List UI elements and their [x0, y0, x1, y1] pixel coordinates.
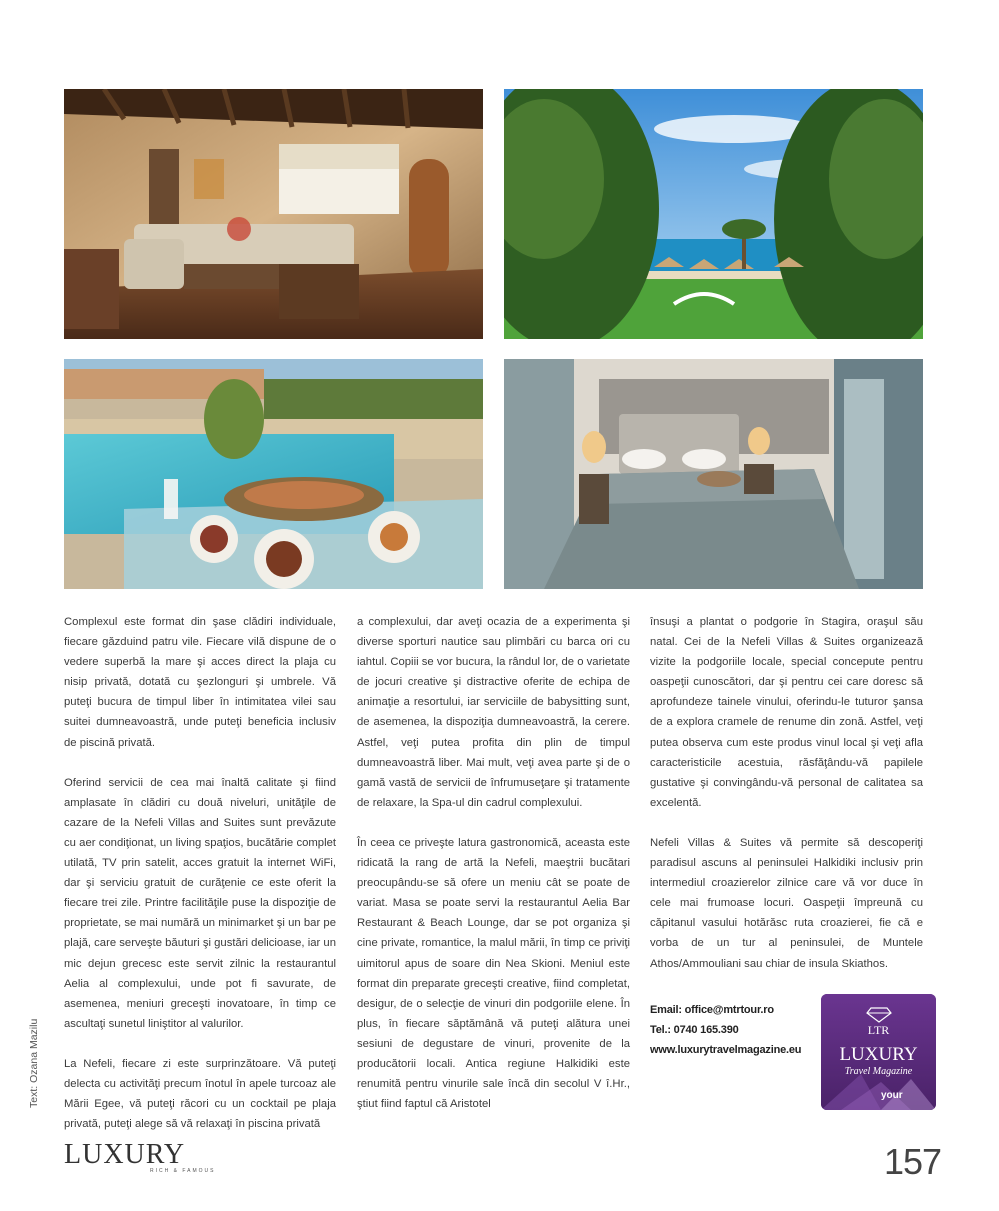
page-number: 157: [884, 1141, 942, 1182]
contact-phone: Tel.: 0740 165.390: [650, 1024, 739, 1036]
paragraph: La Nefeli, fiecare zi este surprinzătoare. Vă puteţi delecta cu activităţi precum înotul în apele turcoaz ale Mării Egee, vă puteţi răcori cu un cocktail pe plaja privată, puteţi alege să vă relaxaţi în piscina privată: [64, 1057, 336, 1131]
paragraph: a complexului, dar aveţi ocazia de a experimenta şi diverse sporturi nautice sau plimbări cu barca ori cu iahtul. Copiii se vor bucura, la rândul lor, de o varietate de jocuri creative şi distractive oferite de echipa de animaţie a resortului, iar serviciile de babysitting sunt, de asemenea, la dispoziţia dumneavoastră, la cerere. Astfel, veţi putea profita din plin de timpul dumneavoastră liber. Mai mult, veţi avea parte şi de o gamă vastă de servicii de înfrumuseţare şi tratamente de relaxare, la Spa-ul din cadrul complexului.: [357, 616, 630, 809]
paragraph: În ceea ce priveşte latura gastronomică, aceasta este ridicată la rang de artă la Nefeli, maeştrii bucătari preocupându-se să ofere un meniu cât se poate de variat. Masa se poate servi la restaurantul Aelia Bar Restaurant & Beach Lounge, dar se pot organiza şi cine private, romantice, la malul mării, în timp ce priviţi uimitorul apus de soare din Nea Skioni. Meniul este format din preparate greceşti creative, fiind completat, desigur, de o selecţie de vinuri din podgoriile elene. În plus, în fiecare săptămână vă puteţi alătura unei sesiuni de degustare de vinuri, provenite de la producătorii locali. Antica regiune Halkidiki este renumită pentru vinurile sale încă din secolul V î.Hr., ştiut fiind faptul că Aristotel: [357, 836, 630, 1111]
logo-tagline: RICH & FAMOUS: [150, 1168, 216, 1174]
badge-subtitle: Travel Magazine: [844, 1066, 913, 1077]
paragraph: Complexul este format din şase clădiri individuale, fiecare găzduind patru vile. Fiecare vilă dispune de o vedere superbă la mare şi acces direct la plaja cu nisip privată, dotată cu şezlonguri şi umbrele. Vă puteţi bucura de timpul liber în intimitatea vilei sau suitei dumneavoastră, unde puteţi beneficia inclusiv de piscină privată.: [64, 616, 336, 749]
article-column-2: [357, 612, 630, 1134]
pool-dinner-photo: [64, 359, 483, 589]
badge-tag: your: [881, 1090, 903, 1101]
contact-website[interactable]: www.luxurytravelmagazine.eu: [650, 1044, 802, 1056]
article-column-3: [650, 612, 923, 994]
contact-email[interactable]: Email: office@mtrtour.ro: [650, 1004, 774, 1016]
paragraph: Nefeli Villas & Suites vă permite să descoperiţi paradisul ascuns al peninsulei Halkidiki inclusiv prin intermediul croazierelor zilnice care vă vor duce în cele mai frumoase locuri. Oaspeţii împreună cu căpitanul vasului hotărăsc ruta croazierei, fie că e vorba de un tur al peninsulei, de Muntele Athos/Ammouliani sau chiar de insula Skiathos.: [650, 836, 923, 970]
bedroom-photo: [504, 359, 923, 589]
badge-title: LUXURY: [839, 1044, 918, 1065]
paragraph: Oferind servicii de cea mai înaltă calitate şi fiind amplasate în clădiri cu două niveluri, unităţile de cazare de la Nefeli Villas and Suites sunt prevăzute cu aer condiţionat, un living spaţios, bucătărie complet utilată, TV prin satelit, acces gratuit la internet WiFi, dar şi serviciu gratuit de curăţenie ce este oferit la fiecare trei zile. Printre facilităţile puse la dispoziţie de proprietate, se mai numără un minimarket şi un bar pe plajă, care serveşte băuturi şi gustări delicioase, iar un mic dejun grecesc este servit zilnic la restaurantul Aelia al complexului, unde pot fi savurate, de asemenea, meniuri greceşti inovatoare, în timp ce ascultaţi sunetul liniştitor al valurilor.: [64, 776, 336, 1030]
paragraph: însuşi a plantat o podgorie în Stagira, oraşul său natal. Cei de la Nefeli Villas & Suites organizează vizite la podgoriile locale, special concepute pentru oaspeţii cunoscători, dar şi pentru cei care doresc să aprofundeze tainele vinului, oferindu-le tuturor şansa de a explora cramele de renume din zonă. Astfel, veţi putea observa cum este produs vinul local şi veţi afla caracteristicile acestuia, răsfăţându-vă papilele gustative şi convingându-vă personal de calitatea sa excelentă.: [650, 616, 923, 809]
badge-monogram: LTR: [867, 1023, 890, 1037]
living-room-photo: [64, 89, 483, 339]
logo-word: LUXURY: [64, 1139, 186, 1170]
article-column-1: [64, 612, 336, 1154]
contact-block: [650, 1000, 820, 1060]
author-credit: Text: Ozana Mazilu: [28, 1018, 40, 1108]
magazine-logo: [64, 1139, 216, 1174]
beach-garden-photo: [504, 89, 923, 339]
luxury-travel-badge: [821, 994, 936, 1110]
